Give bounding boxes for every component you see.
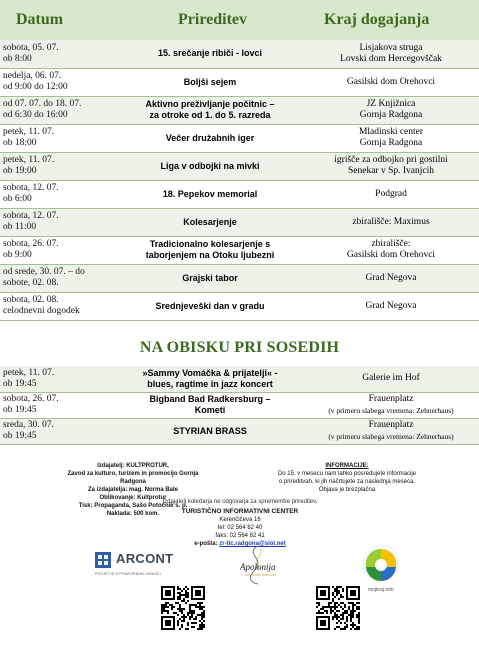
information-box <box>262 462 432 494</box>
event-date-line: petek, 11. 07. <box>3 127 55 137</box>
table-row <box>0 292 479 320</box>
table-header <box>0 0 479 40</box>
event-title-line: taborjenjem na Otoku ljubezni <box>145 250 275 260</box>
event-date-line: ob 19:00 <box>3 166 37 176</box>
event-title-line: STYRIAN BRASS <box>173 425 247 436</box>
arcont-tagline: PODJETJE S PODPORNIMI OKNIČKI <box>95 572 161 576</box>
event-place <box>303 264 479 292</box>
events-table <box>0 40 479 321</box>
event-title-line: 15. srečanje ribičі - lovci <box>157 48 263 59</box>
arcont-mark-icon <box>95 552 111 568</box>
table-row <box>0 124 479 152</box>
event-title <box>117 40 303 68</box>
header-place: Kraj dogajanja <box>324 11 430 28</box>
event-title <box>117 366 303 392</box>
tic-email-label: e-pošta: <box>194 541 218 547</box>
event-place-line: Gasilski dom Orehovci <box>346 250 436 260</box>
event-date-line: ob 19:45 <box>3 431 37 441</box>
event-title-line: Kolesarjenje <box>183 216 237 227</box>
event-date-line: ob 8:00 <box>3 53 32 64</box>
table-row <box>0 96 479 124</box>
event-title-line: Večer družabnih iger <box>165 132 255 143</box>
event-date <box>0 264 117 292</box>
event-date-line: nedelja, 06. 07. <box>3 71 62 81</box>
table-row <box>0 208 479 236</box>
event-date-line: celodnevni dogodek <box>3 306 80 316</box>
event-title-line: Boljši sejem <box>183 76 237 87</box>
event-place <box>303 418 479 444</box>
event-date-line: ob 19:45 <box>3 405 37 415</box>
event-title <box>117 264 303 292</box>
event-title <box>117 292 303 320</box>
event-title-line: Grajski tabor <box>182 272 238 283</box>
event-place <box>303 392 479 418</box>
event-title <box>117 68 303 96</box>
event-date <box>0 366 117 392</box>
table-row <box>0 152 479 180</box>
event-place-line: Gornja Radgona <box>359 138 423 148</box>
event-place-line: Senekar v Sp. Ivanjcih <box>347 166 434 176</box>
event-title <box>117 124 303 152</box>
event-title-line: Liga v odbojki na mivki <box>160 160 260 171</box>
event-place-line: Grad Negova <box>365 300 417 311</box>
event-place <box>303 68 479 96</box>
event-place <box>303 96 479 124</box>
apolonija-logo <box>236 545 280 585</box>
header-date: Datum <box>16 11 64 28</box>
event-title <box>117 392 303 418</box>
table-row <box>0 264 479 292</box>
event-date-line: sobota, 12. 07. <box>3 183 59 193</box>
event-date <box>0 96 117 124</box>
event-place-line: zbirališče: <box>371 239 411 249</box>
event-title-line: Srednjeveški dan v gradu <box>155 300 265 311</box>
event-place-line: Podgrad <box>375 188 407 199</box>
event-date-line: od srede, 30. 07. – do <box>3 267 85 277</box>
event-date-line: petek, 11. 07. <box>3 367 55 378</box>
event-date-line: sobota, 26. 07. <box>3 239 59 249</box>
event-date-line: ob 18:00 <box>3 138 37 148</box>
tic-street: Kerenčičeva 16 <box>219 517 261 523</box>
event-title <box>117 418 303 444</box>
event-place <box>303 366 479 392</box>
info-title: INFORMACIJE: <box>325 463 369 469</box>
event-title-line: Kometi <box>194 405 226 415</box>
arcont-wordmark: ARCONT <box>116 551 174 566</box>
table-row <box>0 40 479 68</box>
event-title-line: za otroke od 1. do 5. razreda <box>149 110 271 120</box>
event-place-line: Gasilski dom Orehovci <box>346 76 436 87</box>
tic-fax: faks: 02 564 82 41 <box>215 533 265 539</box>
event-date-line: sreda, 30. 07. <box>3 420 54 430</box>
globe-logo-text: mojkraj.info <box>368 587 394 593</box>
event-place <box>303 208 479 236</box>
event-title-line: Aktivno preživljanje počitnic – <box>145 99 275 109</box>
event-place <box>303 236 479 264</box>
globe-logo-icon <box>356 541 406 591</box>
table-row <box>0 68 479 96</box>
table-row <box>0 180 479 208</box>
event-title-line: 18. Pepekov memorial <box>162 188 258 199</box>
event-date <box>0 40 117 68</box>
event-place-line: Lovski dom Hercegovščak <box>340 53 442 64</box>
event-date-line: sobota, 02. 08. <box>3 295 59 305</box>
event-place-line: zbirališče: Maximus <box>352 216 430 227</box>
table-row <box>0 236 479 264</box>
event-place <box>303 40 479 68</box>
info-line: Do 15. v mesecu nam lahko posredujete informacije <box>277 471 417 477</box>
event-date-line: ob 6:00 <box>3 194 32 204</box>
apolonija-tagline: Mladinska prijetnost <box>245 573 276 577</box>
event-place-line: Grad Negova <box>365 272 417 283</box>
event-date-line: sobote, 02. 08. <box>3 278 59 288</box>
tic-email-link[interactable]: zr-tic.radgona@siol.net <box>219 541 286 547</box>
event-date-line: petek, 11. 07. <box>3 155 55 165</box>
event-date <box>0 180 117 208</box>
event-date-line: ob 11:00 <box>3 222 37 232</box>
table-row <box>0 418 479 444</box>
event-date-line: od 6:30 do 16:00 <box>3 110 68 120</box>
event-title-line: blues, ragtime in jazz koncert <box>147 378 273 389</box>
event-title <box>117 236 303 264</box>
event-place-line: Lisjakova struga <box>359 42 423 53</box>
event-place-line: Mladinski center <box>358 127 424 137</box>
qr-code-icon[interactable] <box>161 586 205 630</box>
event-title <box>117 152 303 180</box>
event-title <box>117 180 303 208</box>
event-date <box>0 392 117 418</box>
visits-table <box>0 366 479 445</box>
publisher-line: Za izdajatelja: mag. Norma Bale <box>87 487 179 493</box>
event-place-line: (v primeru slabega vremena: Zehnerhaus) <box>328 432 454 441</box>
header-event: Prireditev <box>178 11 248 28</box>
tourist-info-center <box>150 508 330 548</box>
publisher-line: Naklada: 500 kom. <box>106 511 160 517</box>
event-date-line: od 9:00 do 12:00 <box>3 82 68 92</box>
info-line: o prireditvah, ki jih načrtujete za naslednja meseca. <box>278 479 416 485</box>
event-date <box>0 208 117 236</box>
arcont-logo <box>95 549 175 579</box>
event-place-line: (v primeru slabega vremena: Zehnerhaus) <box>328 406 454 415</box>
table-row <box>0 366 479 392</box>
event-title-line: Bigband Bad Radkersburg – <box>149 394 271 404</box>
event-place-line: Frauenplatz <box>368 394 414 404</box>
event-place-line: igrišče za odbojko pri gostilni <box>334 155 448 165</box>
event-date-line: sobota, 05. 07. <box>3 42 59 53</box>
publisher-line: Oblikovanje: Kultprotur <box>99 495 167 501</box>
qr-code-icon[interactable] <box>316 586 360 630</box>
event-place <box>303 124 479 152</box>
publisher-line: Zavod za kulturo, turizem in promocijo Gornja <box>67 471 199 477</box>
apolonija-wordmark: Apolonija <box>240 562 276 572</box>
event-title-line: Tradicionalno kolesarjenje s <box>149 239 271 249</box>
event-date-line: sobota, 12. 07. <box>3 211 59 221</box>
event-date <box>0 236 117 264</box>
publisher-line: Tisk: Propaganda, Sašo Potočnik s. p. <box>78 503 188 509</box>
event-date <box>0 418 117 444</box>
event-place-line: Galerie im Hof <box>362 373 420 384</box>
publisher-line: Izdajatelj: KULTPROTUR, <box>97 463 169 469</box>
event-title <box>117 96 303 124</box>
info-line: Objava je brezplačna <box>318 487 376 493</box>
event-date <box>0 292 117 320</box>
tic-title: TURISTIČNO INFORMATIVNI CENTER <box>181 508 299 515</box>
event-place <box>303 292 479 320</box>
tic-phone: tel: 02 564 82 40 <box>217 525 263 531</box>
event-date-line: ob 9:00 <box>3 250 32 260</box>
event-date-line: ob 19:45 <box>3 378 37 389</box>
event-date <box>0 68 117 96</box>
event-place <box>303 152 479 180</box>
table-row <box>0 392 479 418</box>
event-place-line: Gornja Radgona <box>359 110 423 120</box>
event-place-line: JZ Knjižnica <box>366 99 416 109</box>
event-date <box>0 152 117 180</box>
event-date <box>0 124 117 152</box>
publisher-line: Radgona <box>120 479 146 485</box>
event-title-line: »Sammy Vomáčka & prijatelji« - <box>142 367 278 378</box>
disclaimer: Izdajatelj koledarja ne odgovarja za spremembe prireditev. <box>162 499 318 505</box>
section-title-neighbors: NA OBISKU PRI SOSEDIH <box>139 339 340 356</box>
event-date-line: od 07. 07. do 18. 07. <box>3 99 82 109</box>
event-place-line: Frauenplatz <box>368 420 414 430</box>
event-place <box>303 180 479 208</box>
event-title <box>117 208 303 236</box>
event-date-line: sobota, 26. 07. <box>3 394 59 404</box>
